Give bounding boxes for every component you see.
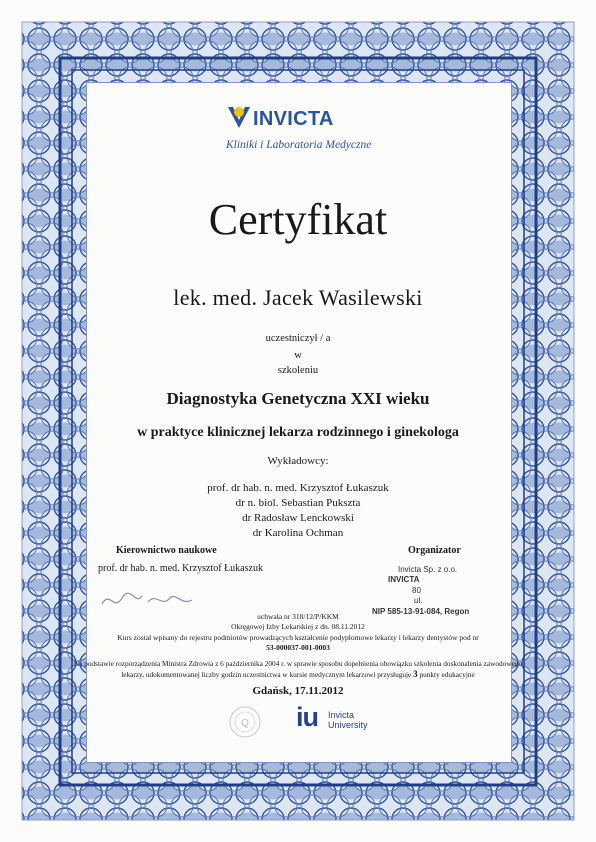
stamp-line: INVICTA — [388, 575, 420, 584]
regulation-note-2 — [0, 669, 596, 679]
stamp-line: ul. — [414, 596, 423, 605]
handwritten-signature — [96, 586, 216, 614]
regulation-note-2-text: lekarzy, udokumentowanej liczby godzin uczestnictwa w kursie medycznym lekarzowi przysługuje — [121, 670, 412, 679]
scientific-director-name: prof. dr hab. n. med. Krzysztof Łukaszuk — [98, 563, 263, 574]
training-text: szkoleniu — [277, 365, 319, 376]
logo-tagline: Kliniki i Laboratoria Medyczne — [226, 139, 372, 151]
certificate-title: Certyfikat — [208, 195, 388, 244]
participated-text: uczestniczył / a — [265, 333, 331, 344]
course-title: Diagnostyka Genetyczna XXI wieku — [166, 389, 430, 408]
university-logo-text — [328, 710, 368, 730]
course-subtitle: w praktyce klinicznej lekarza rodzinnego i ginekologa — [137, 425, 459, 440]
organizer-header: Organizator — [408, 545, 461, 556]
stamp-line: NIP 585-13-91-084, Regon — [372, 607, 470, 616]
recipient-name: lek. med. Jacek Wasilewski — [173, 285, 423, 310]
stamp-line: 80 — [412, 586, 421, 595]
regulation-note-1: Na podstawie rozporządzenia Ministra Zdrowia z 6 października 2004 r. w sprawie sposobu dopełnienia obowiązku szkolenia doskonalenia zawodowego — [73, 659, 523, 668]
education-points: 3 — [413, 669, 418, 679]
lecturer-item: dr n. biol. Sebastian Pukszta — [235, 497, 361, 509]
lecturers-label: Wykładowcy: — [267, 455, 329, 467]
registry-text: Kurs został wpisany do rejestru podmiotów prowadzących kształcenie podyplomowe lekarzy i lekarzy dentystów pod nr — [117, 633, 479, 642]
logo-name: INVICTA — [253, 108, 334, 130]
university-logo-mark: iu — [296, 702, 318, 732]
regulation-note-2-tail: punkty edukacyjne — [419, 670, 475, 679]
place-date: Gdańsk, 17.11.2012 — [252, 685, 344, 697]
resolution-number: uchwała nr 318/12/P/KKM — [257, 612, 339, 621]
university-name-line2: University — [328, 720, 368, 730]
lecturer-item: dr Radosław Lenckowski — [242, 512, 354, 524]
svg-text:Q: Q — [241, 718, 249, 729]
chamber-text: Okręgowej Izby Lekarskiej z dn. 08.11.2012 — [231, 622, 365, 631]
quality-seal-icon — [228, 705, 262, 739]
university-name-line1: Invicta — [328, 710, 355, 720]
stamp-line: Invicta Sp. z o.o. — [398, 565, 458, 574]
lecturer-item: prof. dr hab. n. med. Krzysztof Łukaszuk — [207, 482, 389, 494]
lecturers-list — [0, 481, 596, 541]
invicta-logo-icon — [226, 104, 252, 130]
scientific-direction-header: Kierownictwo naukowe — [116, 545, 217, 556]
lecturer-item: dr Karolina Ochman — [252, 527, 344, 539]
in-text: w — [294, 350, 302, 361]
registry-number: 53-000037-001-0003 — [266, 643, 330, 652]
